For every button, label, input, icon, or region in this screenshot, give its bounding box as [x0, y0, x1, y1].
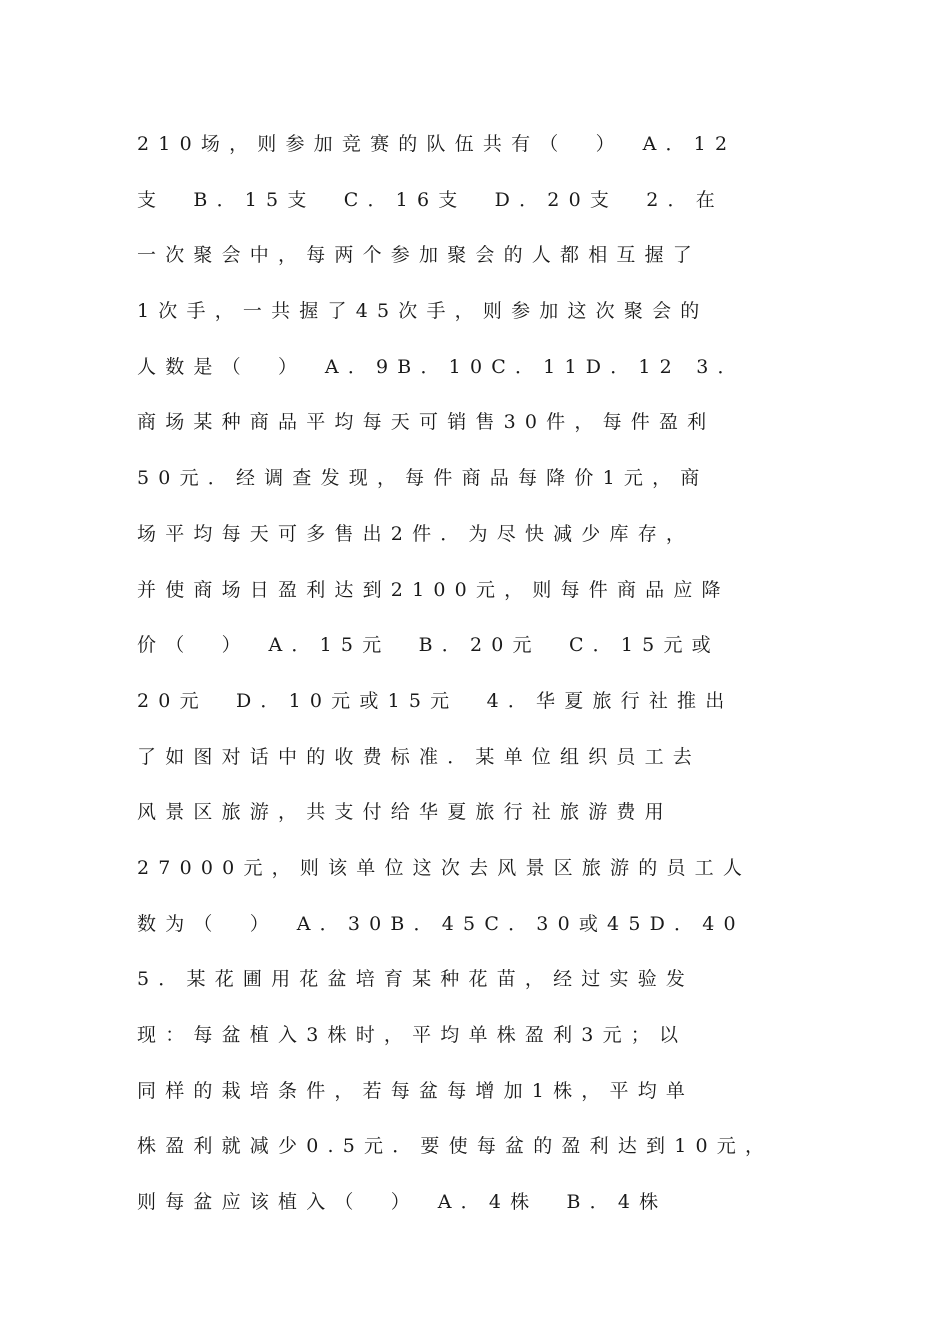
- text-line-5: 人数是（ ） A．9B．10C．11D．12 3．: [137, 355, 746, 378]
- text-line-4: 1次手，一共握了45次手，则参加这次聚会的: [137, 300, 709, 323]
- text-line-6: 商场某种商品平均每天可销售30件，每件盈利: [137, 411, 716, 434]
- text-line-19: 株盈利就减少0.5元．要使每盆的盈利达到10元，: [137, 1135, 774, 1158]
- text-line-12: 了如图对话中的收费标准．某单位组织员工去: [137, 745, 702, 768]
- text-line-18: 同样的栽培条件，若每盆每增加1株，平均单: [137, 1079, 695, 1102]
- text-line-1: 210场，则参加竞赛的队伍共有（ ） A．12: [137, 133, 737, 155]
- text-line-20: 则每盆应该植入（ ） A．4株 B．4株: [137, 1191, 668, 1214]
- text-line-13: 风景区旅游，共支付给华夏旅行社旅游费用: [137, 801, 673, 824]
- text-line-14: 27000元，则该单位这次去风景区旅游的员工人: [137, 856, 752, 879]
- text-line-16: 5．某花圃用花盆培育某种花苗，经过实验发: [137, 968, 695, 991]
- document-body: [137, 126, 837, 1240]
- text-line-3: 一次聚会中，每两个参加聚会的人都相互握了: [137, 244, 702, 267]
- text-line-8: 场平均每天可多售出2件．为尽快减少库存，: [137, 522, 695, 545]
- text-line-2: 支 B．15支 C．16支 D．20支 2．在: [137, 188, 724, 211]
- text-line-10: 价（ ） A．15元 B．20元 C．15元或: [137, 634, 720, 657]
- text-line-9: 并使商场日盈利达到2100元，则每件商品应降: [137, 578, 730, 601]
- text-line-11: 20元 D．10元或15元 4．华夏旅行社推出: [137, 689, 734, 712]
- text-line-17: 现：每盆植入3株时，平均单株盈利3元；以: [137, 1024, 688, 1046]
- text-line-15: 数为（ ） A．30B．45C．30或45D．40: [137, 912, 745, 935]
- text-line-7: 50元．经调查发现，每件商品每降价1元，商: [137, 467, 709, 490]
